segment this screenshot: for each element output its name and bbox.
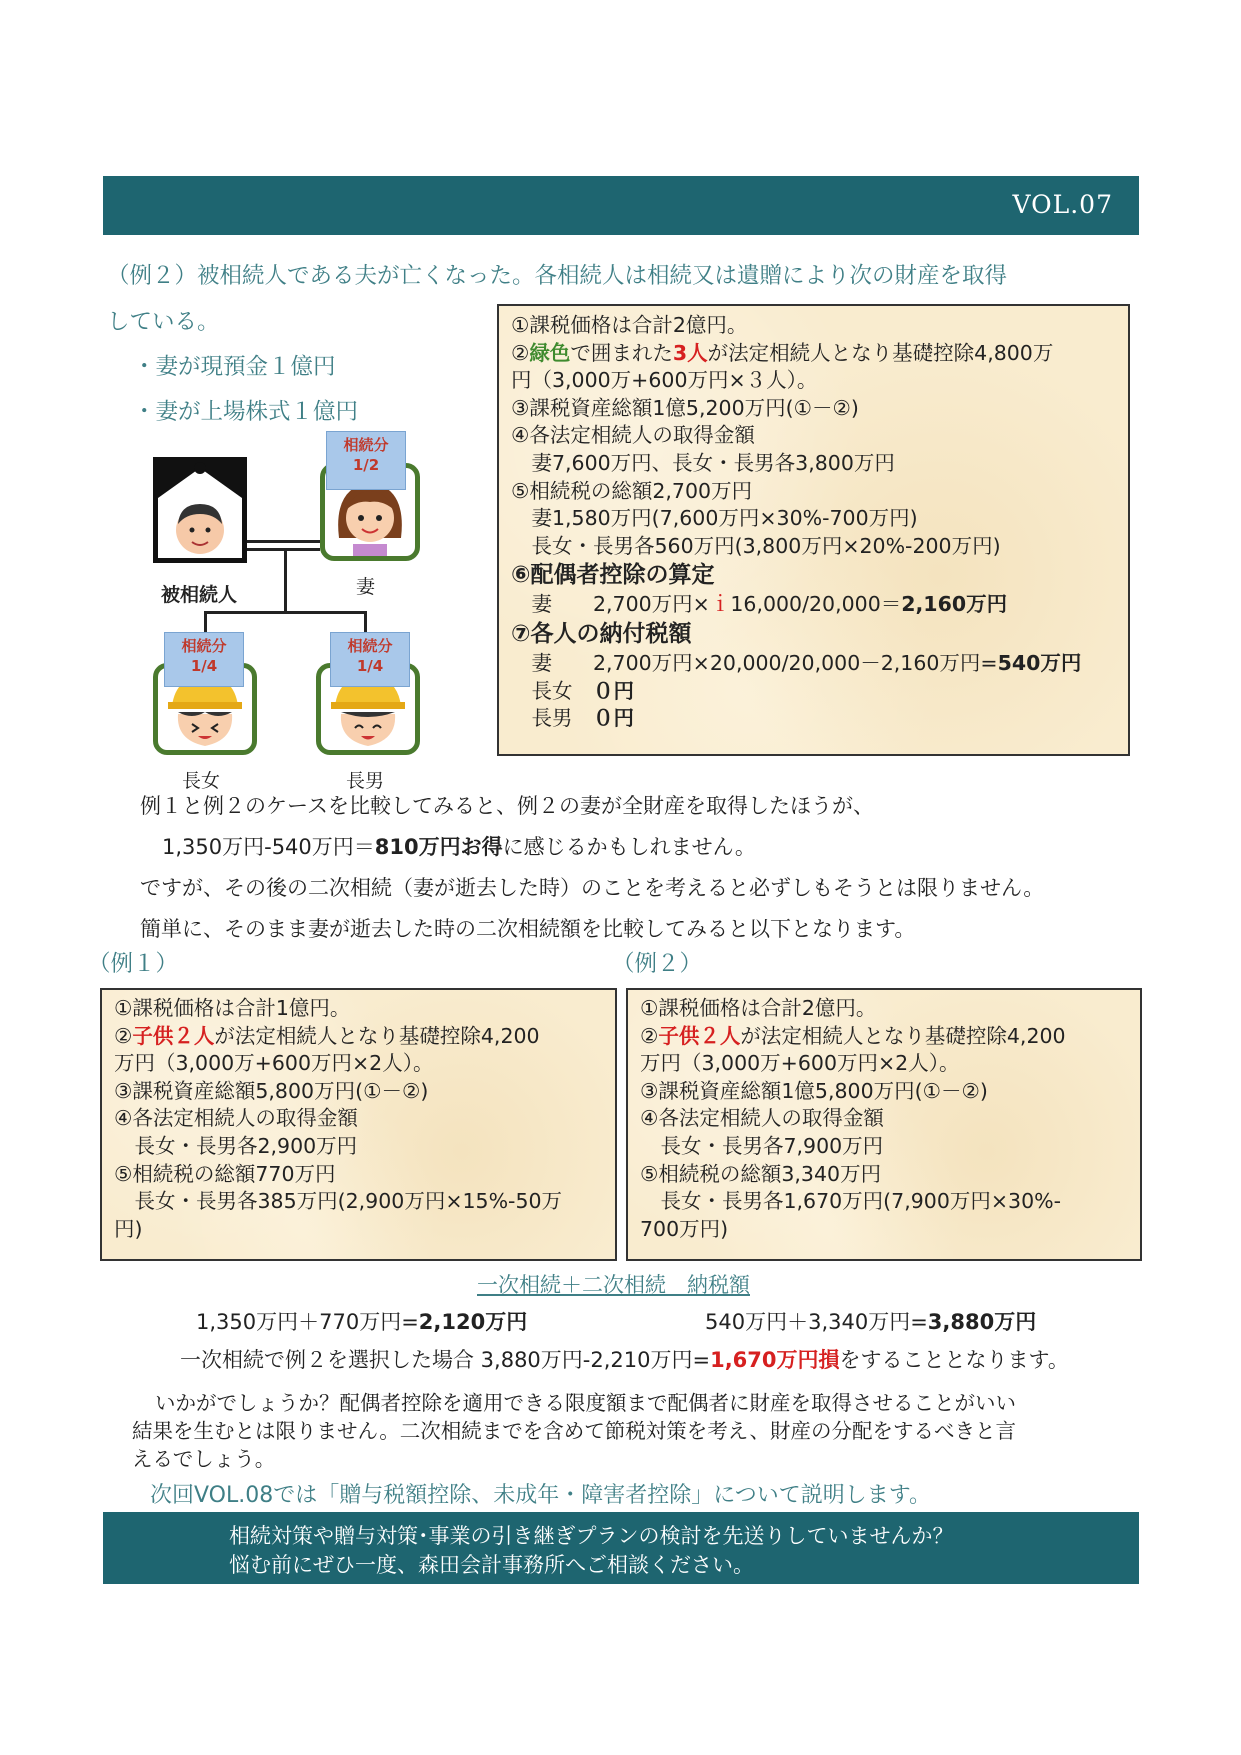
gain-amount: 810万円お得 xyxy=(374,835,503,859)
example-1-title: （例１） xyxy=(88,951,179,977)
son-drop xyxy=(364,611,367,633)
intro-line-1: （例２）被相続人である夫が亡くなった。各相続人は相続又は遺贈により次の財産を取得 xyxy=(107,263,1008,289)
calc-line-2-prefix: ② xyxy=(511,340,530,365)
calc-line-14-prefix: 長女 xyxy=(511,678,593,703)
ex2-line-2-suffix: が法定相続人となり基礎控除4,200 xyxy=(740,1023,1066,1048)
ex1-line-7: ⑤相続税の総額770万円 xyxy=(114,1161,336,1186)
calc-heading-payable-tax: ⑦各人の納付税額 xyxy=(511,620,692,647)
example-2-title: （例２） xyxy=(612,951,703,977)
header-banner xyxy=(103,176,1139,235)
conclusion-line-2: 結果を生むとは限りません。二次相続までを含めて節税対策を考え、財産の分配をするべきと言 xyxy=(132,1419,1016,1443)
red-highlight: 3人 xyxy=(672,340,708,365)
ex1-line-5: ④各法定相続人の取得金額 xyxy=(114,1106,358,1131)
total-example-2-formula: 540万円＋3,340万円= xyxy=(705,1310,928,1334)
daughter-share-value: 1/4 xyxy=(190,657,218,675)
children-line xyxy=(204,611,366,614)
ex2-line-8: 長女・長男各1,670万円(7,900万円×30%- xyxy=(640,1189,1062,1214)
calc-line-11-mid: 16,000/20,000＝ xyxy=(730,592,902,617)
compare-line-3: ですが、その後の二次相続（妻が逝去した時）のことを考えると必ずしもそうとは限りません。 xyxy=(140,876,1045,900)
daughter-share-tag xyxy=(164,632,244,687)
man-face-icon xyxy=(170,500,230,558)
ex2-line-9: 700万円) xyxy=(640,1216,729,1241)
ex1-line-6: 長女・長男各2,900万円 xyxy=(114,1133,358,1158)
footer-line-2: 悩む前にぜひ一度、森田会計事務所へご相談ください。 xyxy=(229,1553,754,1577)
spouse-deduction-amount: 2,160万円 xyxy=(901,592,1008,617)
compare-line-2-prefix: 1,350万円-540万円＝ xyxy=(162,835,375,859)
calc-line-15 xyxy=(511,705,1116,733)
wife-share-value: 1/2 xyxy=(352,456,380,474)
compare-line-4: 簡単に、そのまま妻が逝去した時の二次相続額を比較してみると以下となります。 xyxy=(140,917,916,941)
daughter-tax-amount: ０円 xyxy=(593,678,634,703)
calc-line-13 xyxy=(511,650,1116,678)
calc-line-11 xyxy=(511,591,1116,619)
ex1-line-2-prefix: ② xyxy=(114,1023,133,1048)
calc-line-13-prefix: 妻 2,700万円×20,000/20,000－2,160万円= xyxy=(511,650,998,675)
ex1-line-3: 万円（3,000万+600万円×2人）。 xyxy=(114,1051,434,1076)
ex2-line-2-prefix: ② xyxy=(640,1023,659,1048)
calc-line-4: ③課税資産総額1億5,200万円(①－②) xyxy=(511,395,859,420)
ex2-heirs-highlight: 子供２人 xyxy=(658,1023,741,1048)
son-tax-amount: ０円 xyxy=(593,706,634,731)
calc-line-8: 妻1,580万円(7,600万円×30%-700万円) xyxy=(511,506,918,531)
total-example-2 xyxy=(705,1306,1036,1336)
ex1-line-1: ①課税価格は合計1億円。 xyxy=(114,996,351,1020)
calc-line-5: ④各法定相続人の取得金額 xyxy=(511,423,755,448)
totals-heading: 一次相続＋二次相続 納税額 xyxy=(477,1273,750,1297)
share-tag-title: 相続分 xyxy=(181,637,227,655)
descent-line xyxy=(284,549,287,613)
ex1-heirs-highlight: 子供２人 xyxy=(132,1023,215,1048)
asset-bullet-1: ・妻が現預金１億円 xyxy=(133,354,336,380)
calc-heading-spouse-deduction: ⑥配偶者控除の算定 xyxy=(511,562,715,589)
calc-line-2 xyxy=(511,340,1116,368)
son-share-value: 1/4 xyxy=(356,657,384,675)
calc-line-1: ①課税価格は合計2億円。 xyxy=(511,313,748,337)
calc-line-7: ⑤相続税の総額2,700万円 xyxy=(511,478,753,503)
total-example-2-amount: 3,880万円 xyxy=(927,1310,1037,1334)
ex1-line-8: 長女・長男各385万円(2,900万円×15%-50万 xyxy=(114,1189,563,1214)
calculation-box xyxy=(497,304,1130,756)
son-label: 長男 xyxy=(346,770,385,792)
total-example-1 xyxy=(196,1306,527,1336)
ex1-line-2-suffix: が法定相続人となり基礎控除4,200 xyxy=(214,1023,540,1048)
conclusion-line-3: えるでしょう。 xyxy=(132,1447,276,1471)
ex2-line-1: ①課税価格は合計2億円。 xyxy=(640,996,877,1020)
share-tag-title: 相続分 xyxy=(347,637,393,655)
footer-line-1: 相続対策や贈与対策･事業の引き継ぎプランの検討を先送りしていませんか？ xyxy=(229,1524,954,1548)
calc-line-11-red: ｉ xyxy=(709,592,731,617)
compare-line-2-suffix: に感じるかもしれません。 xyxy=(502,835,756,859)
footer-banner xyxy=(103,1512,1139,1584)
conclusion-line-1: いかがでしょうか？配偶者控除を適用できる限度額まで配偶者に財産を取得させることがいい xyxy=(155,1391,1016,1415)
ex2-line-2 xyxy=(640,1023,1128,1051)
calc-line-6: 妻7,600万円、長女・長男各3,800万円 xyxy=(511,450,895,475)
calc-line-2-mid: で囲まれた xyxy=(570,340,673,365)
loss-line-suffix: をすることとなります。 xyxy=(839,1348,1069,1372)
calc-line-9: 長女・長男各560万円(3,800万円×20%-200万円) xyxy=(511,533,1001,558)
wife-label: 妻 xyxy=(356,576,376,598)
ex1-line-2 xyxy=(114,1023,603,1051)
deceased-portrait xyxy=(153,457,247,563)
calc-line-2-suffix: が法定相続人となり基礎控除4,800万 xyxy=(707,340,1054,365)
deceased-label: 被相続人 xyxy=(161,584,238,606)
loss-amount: 1,670万円損 xyxy=(710,1348,840,1372)
green-highlight: 緑色 xyxy=(529,340,571,365)
asset-bullet-2: ・妻が上場株式１億円 xyxy=(133,399,359,425)
marriage-line xyxy=(247,540,320,543)
calc-line-3: 円（3,000万+600万円×３人）。 xyxy=(511,368,818,393)
son-share-tag xyxy=(330,632,410,687)
ex2-line-6: 長女・長男各7,900万円 xyxy=(640,1133,884,1158)
example-1-box xyxy=(100,988,617,1261)
example-2-box xyxy=(626,988,1142,1261)
loss-line xyxy=(180,1344,1069,1374)
ex1-line-4: ③課税資産総額5,800万円(①－②) xyxy=(114,1078,429,1103)
volume-label: VOL.07 xyxy=(1012,190,1113,219)
total-example-1-formula: 1,350万円＋770万円= xyxy=(196,1310,419,1334)
daughter-label: 長女 xyxy=(182,770,221,792)
compare-line-1: 例１と例２のケースを比較してみると、例２の妻が全財産を取得したほうが、 xyxy=(140,794,874,818)
next-issue-note: 次回VOL.08では「贈与税額控除、未成年・障害者控除」について説明します。 xyxy=(150,1483,932,1508)
intro-line-2: している。 xyxy=(107,309,220,335)
loss-line-prefix: 一次相続で例２を選択した場合 3,880万円-2,210万円= xyxy=(180,1348,711,1372)
calc-line-14 xyxy=(511,678,1116,706)
ex2-line-4: ③課税資産総額1億5,800万円(①－②) xyxy=(640,1078,988,1103)
ex2-line-7: ⑤相続税の総額3,340万円 xyxy=(640,1161,882,1186)
total-example-1-amount: 2,120万円 xyxy=(418,1310,528,1334)
calc-line-11-prefix: 妻 2,700万円× xyxy=(511,592,710,617)
daughter-drop xyxy=(204,611,207,633)
ex2-line-5: ④各法定相続人の取得金額 xyxy=(640,1106,884,1131)
calc-line-15-prefix: 長男 xyxy=(511,706,593,731)
compare-line-2 xyxy=(162,831,756,861)
wife-share-tag xyxy=(326,431,406,490)
wife-tax-amount: 540万円 xyxy=(997,650,1082,675)
ex2-line-3: 万円（3,000万+600万円×2人）。 xyxy=(640,1051,960,1076)
ex1-line-9: 円) xyxy=(114,1216,143,1241)
share-tag-title: 相続分 xyxy=(343,436,389,454)
